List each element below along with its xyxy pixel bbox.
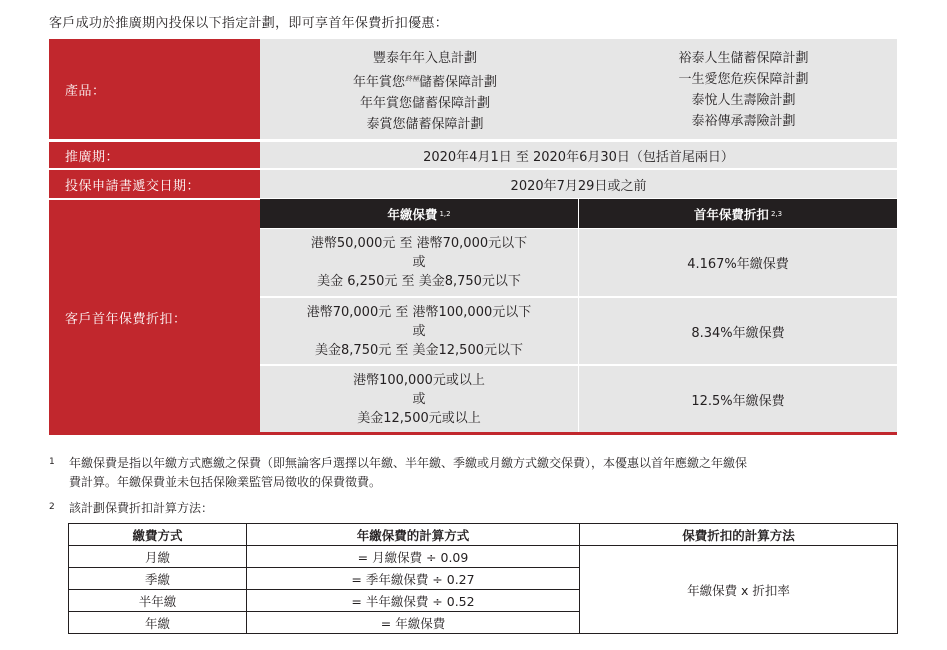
table-header-row <box>69 524 898 546</box>
intro-text: 客戶成功於推廣期內投保以下指定計劃，即可享首年保費折扣優惠： <box>49 16 449 31</box>
header-annual-formula: 年繳保費的計算方式 <box>247 524 580 546</box>
payment-mode: 年繳 <box>69 612 247 634</box>
tier-3-discount: 12.5%年繳保費 <box>579 365 897 432</box>
period-value: 2020年4月1日 至 2020年6月30日（包括首尾兩日） <box>260 141 897 168</box>
annual-formula: = 半年繳保費 ÷ 0.52 <box>247 590 580 612</box>
product-item: 豐泰年年入息計劃 <box>372 51 477 66</box>
payment-mode: 半年繳 <box>69 590 247 612</box>
tier-3-premium: 港幣100,000元或以上 或 美金12,500元或以上 <box>260 365 578 432</box>
product-list-right <box>590 39 897 139</box>
annual-formula: = 月繳保費 ÷ 0.09 <box>247 546 580 568</box>
product-item: 年年賞您儲蓄保障計劃 <box>359 96 490 111</box>
product-item: 一生愛您危疾保障計劃 <box>678 72 809 87</box>
submit-date-label: 投保申請書遞交日期： <box>49 169 260 198</box>
footnote-2-number: 2 <box>49 502 55 512</box>
discount-method: 年繳保費 x 折扣率 <box>580 546 898 634</box>
product-label: 產品： <box>49 39 260 139</box>
discount-label: 客戶首年保費折扣： <box>49 199 260 434</box>
product-item: 泰悅人生壽險計劃 <box>691 93 796 108</box>
tier-2-premium: 港幣70,000元 至 港幣100,000元以下 或 美金8,750元 至 美金12,500元以下 <box>260 297 578 364</box>
tier-1-premium: 港幣50,000元 至 港幣70,000元以下 或 美金 6,250元 至 美金8,750元以下 <box>260 229 578 296</box>
header-payment-mode: 繳費方式 <box>69 524 247 546</box>
product-item: 泰賞您儲蓄保障計劃 <box>366 117 484 132</box>
submit-date-value: 2020年7月29日或之前 <box>260 169 897 198</box>
footnote-1-number: 1 <box>49 457 55 467</box>
payment-mode: 月繳 <box>69 546 247 568</box>
footnote-2: 該計劃保費折扣計算方法： <box>69 501 214 515</box>
calculation-table <box>68 523 898 634</box>
table-row <box>69 546 898 568</box>
period-label: 推廣期： <box>49 141 260 168</box>
product-item: 年年賞您$^{終極}$儲蓄保障計劃 <box>352 75 498 90</box>
annual-formula: = 季年繳保費 ÷ 0.27 <box>247 568 580 590</box>
annual-premium-header: 年繳保費 1,2 <box>260 199 578 228</box>
annual-formula: = 年繳保費 <box>247 612 580 634</box>
tier-1-discount: 4.167%年繳保費 <box>579 229 897 296</box>
product-item: 泰裕傳承壽險計劃 <box>691 114 796 129</box>
footnote-1: 年繳保費是指以年繳方式應繳之保費（即無論客戶選擇以年繳、半年繳、季繳或月繳方式繳交保費），本優惠以首年應繳之年繳保 費計算。年繳保費並未包括保險業監管局徵收的保費徵費。 <box>69 456 748 489</box>
tier-2-discount: 8.34%年繳保費 <box>579 297 897 364</box>
product-item: 裕泰人生儲蓄保障計劃 <box>678 51 809 66</box>
header-discount-method: 保費折扣的計算方法 <box>580 524 898 546</box>
first-year-discount-header: 首年保費折扣 2,3 <box>579 199 897 228</box>
table-bottom-rule <box>49 432 897 435</box>
payment-mode: 季繳 <box>69 568 247 590</box>
product-list <box>260 39 897 139</box>
product-list-left <box>260 39 590 139</box>
